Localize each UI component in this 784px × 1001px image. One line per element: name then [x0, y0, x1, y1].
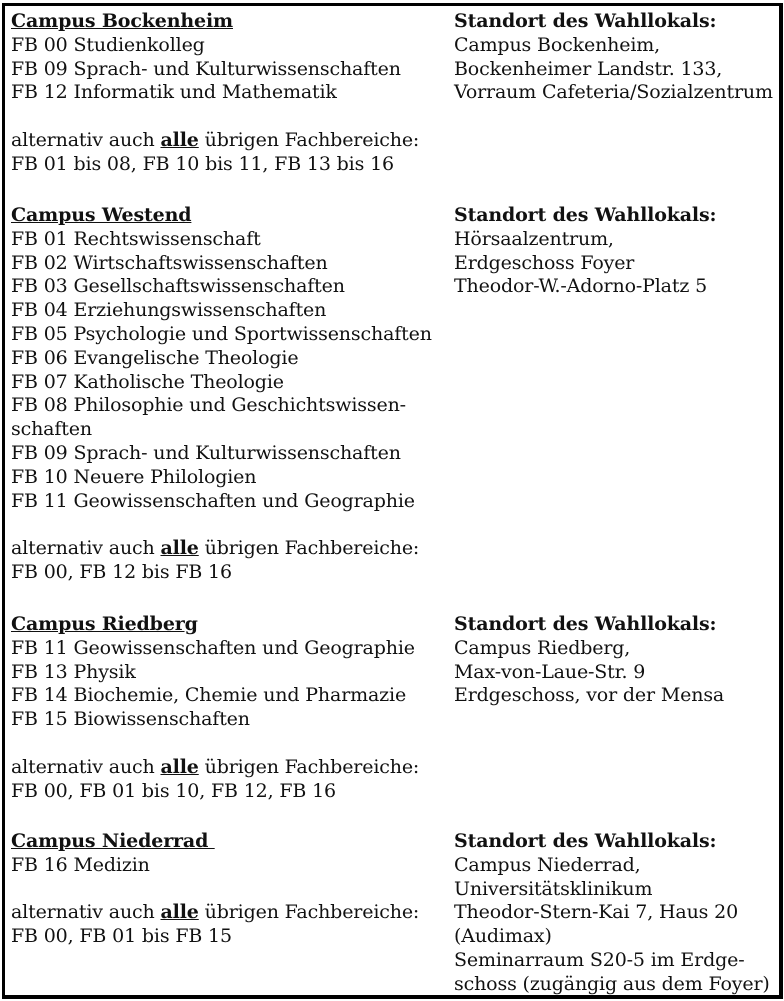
location-line: Theodor-Stern-Kai 7, Haus 20 [454, 901, 739, 924]
department-item: FB 12 Informatik und Mathematik [11, 81, 337, 104]
alternatives-list: FB 00, FB 12 bis FB 16 [11, 560, 232, 583]
department-item: FB 13 Physik [11, 660, 136, 683]
alternatives-intro [11, 537, 451, 561]
alternatives-intro [11, 756, 451, 780]
alternatives-list: FB 01 bis 08, FB 10 bis 11, FB 13 bis 16 [11, 152, 394, 175]
campus-heading: Campus Bockenheim [11, 10, 233, 32]
department-item: FB 06 Evangelische Theologie [11, 346, 299, 369]
department-item: FB 09 Sprach- und Kulturwissenschaften [11, 57, 401, 80]
location-line: Vorraum Cafeteria/Sozialzentrum [454, 81, 773, 104]
polling-stations-table [2, 3, 783, 999]
campus-heading: Campus Niederrad [11, 830, 215, 852]
department-item: FB 15 Biowissenschaften [11, 708, 250, 731]
department-item: FB 11 Geowissenschaften und Geographie [11, 636, 415, 659]
department-item-continued: schaften [11, 418, 92, 441]
alternatives-list: FB 00, FB 01 bis FB 15 [11, 925, 232, 948]
location-line: Campus Riedberg, [454, 636, 631, 659]
department-item: FB 14 Biochemie, Chemie und Pharmazie [11, 684, 407, 707]
alt-suffix: übrigen Fachbereiche: [198, 128, 420, 151]
location-cell [454, 830, 784, 997]
location-line: Campus Bockenheim, [454, 33, 661, 56]
alt-emphasis: alle [160, 901, 199, 924]
alt-prefix: alternativ auch [11, 755, 161, 778]
location-line: Max-von-Laue-Str. 9 [454, 660, 646, 683]
location-label: Standort des Wahllokals: [454, 613, 717, 635]
location-cell [454, 613, 784, 708]
department-item: FB 03 Gesellschaftswissenschaften [11, 275, 345, 298]
alt-prefix: alternativ auch [11, 901, 161, 924]
department-item: FB 07 Katholische Theologie [11, 370, 284, 393]
spacer [11, 878, 451, 902]
alt-suffix: übrigen Fachbereiche: [198, 755, 420, 778]
alt-prefix: alternativ auch [11, 537, 161, 560]
spacer [11, 513, 451, 537]
department-item: FB 05 Psychologie und Sportwissenschaften [11, 322, 432, 345]
alt-emphasis: alle [160, 128, 199, 151]
location-line: Universitätsklinikum [454, 877, 653, 900]
alt-suffix: übrigen Fachbereiche: [198, 901, 420, 924]
department-item: FB 02 Wirtschaftswissenschaften [11, 251, 328, 274]
alt-emphasis: alle [160, 537, 199, 560]
alt-prefix: alternativ auch [11, 128, 161, 151]
location-line: Hörsaalzentrum, [454, 227, 614, 250]
department-item: FB 10 Neuere Philologien [11, 465, 257, 488]
alt-suffix: übrigen Fachbereiche: [198, 537, 420, 560]
campus-departments-cell [11, 613, 451, 803]
location-label: Standort des Wahllokals: [454, 10, 717, 32]
campus-heading: Campus Riedberg [11, 613, 198, 635]
location-line: schoss (zugängig aus dem Foyer) [454, 972, 770, 995]
department-item: FB 09 Sprach- und Kulturwissenschaften [11, 441, 401, 464]
department-item: FB 01 Rechtswissenschaft [11, 227, 261, 250]
location-line: Erdgeschoss, vor der Mensa [454, 684, 725, 707]
alt-emphasis: alle [160, 755, 199, 778]
location-line: Seminarraum S20-5 im Erdge- [454, 948, 745, 971]
location-line: Theodor-W.-Adorno-Platz 5 [454, 275, 708, 298]
alternatives-list: FB 00, FB 01 bis 10, FB 12, FB 16 [11, 779, 336, 802]
location-cell [454, 204, 784, 299]
department-item: FB 11 Geowissenschaften und Geographie [11, 489, 415, 512]
spacer [11, 105, 451, 129]
location-line: Campus Niederrad, [454, 853, 641, 876]
location-line: Bockenheimer Landstr. 133, [454, 57, 723, 80]
location-label: Standort des Wahllokals: [454, 830, 717, 852]
spacer [11, 732, 451, 756]
campus-heading: Campus Westend [11, 204, 192, 226]
department-item: FB 08 Philosophie und Geschichtswissen- [11, 394, 406, 417]
department-item: FB 00 Studienkolleg [11, 33, 205, 56]
department-item: FB 16 Medizin [11, 853, 150, 876]
alternatives-intro [11, 129, 451, 153]
campus-departments-cell [11, 10, 451, 177]
campus-departments-cell [11, 204, 451, 585]
department-item: FB 04 Erziehungswissenschaften [11, 299, 327, 322]
location-label: Standort des Wahllokals: [454, 204, 717, 226]
campus-departments-cell [11, 830, 451, 949]
location-line: Erdgeschoss Foyer [454, 251, 635, 274]
location-line: (Audimax) [454, 925, 552, 948]
alternatives-intro [11, 901, 451, 925]
location-cell [454, 10, 784, 105]
